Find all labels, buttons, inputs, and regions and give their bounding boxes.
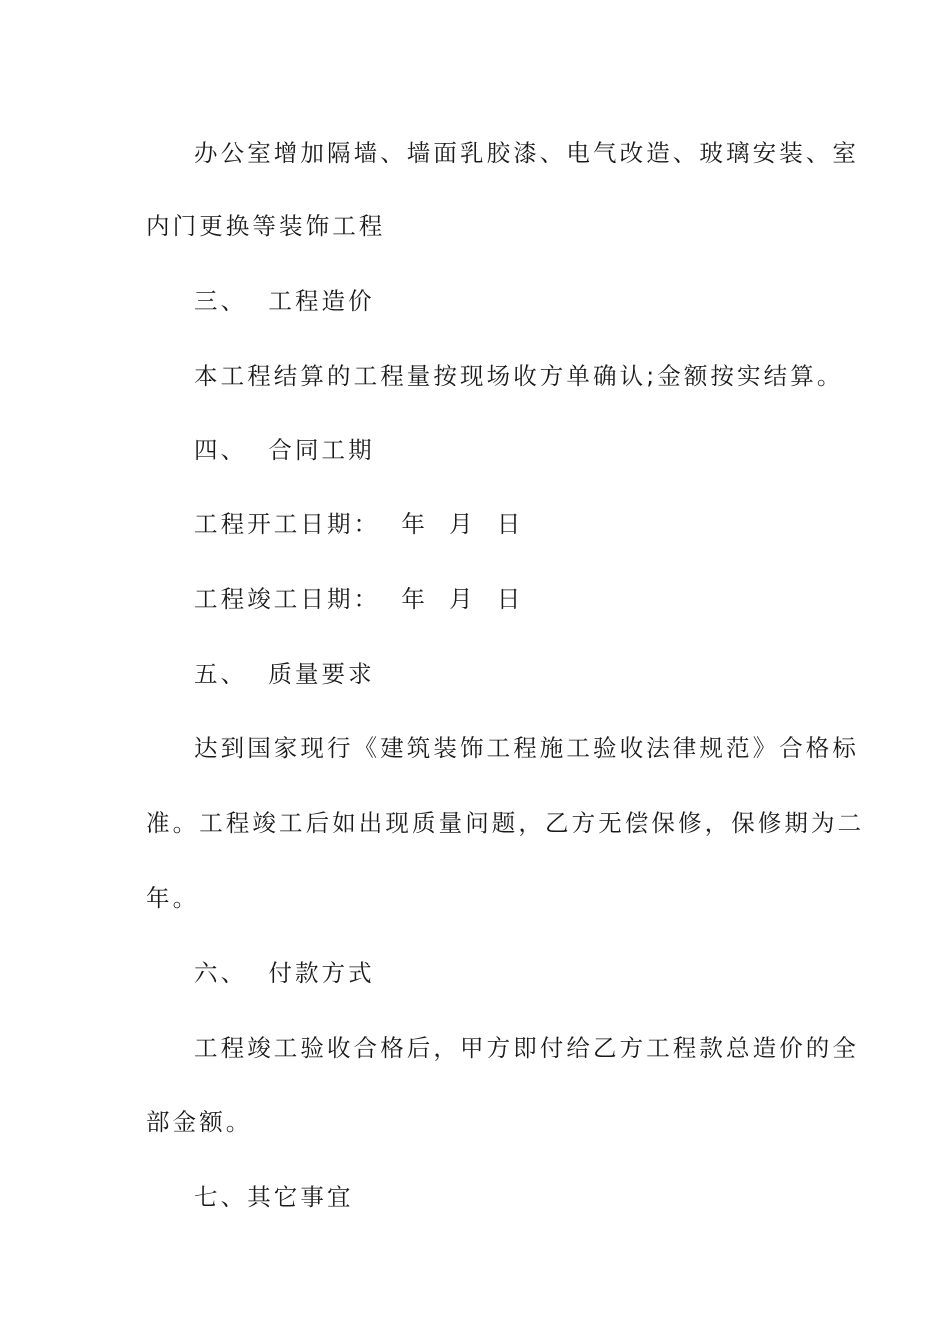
section-heading-quality: 五、 质量要求: [194, 660, 375, 688]
section-heading-other: 七、其它事宜: [194, 1183, 354, 1211]
paragraph-scope-line-2: 内门更换等装饰工程: [146, 212, 386, 240]
section-heading-cost: 三、 工程造价: [194, 287, 375, 315]
section-heading-payment: 六、 付款方式: [194, 959, 375, 987]
paragraph-cost: 本工程结算的工程量按现场收方单确认;金额按实结算。: [194, 362, 844, 390]
completion-date-line: 工程竣工日期： 年 月 日: [194, 585, 524, 613]
paragraph-payment-line-2: 部金额。: [146, 1108, 253, 1136]
section-heading-schedule: 四、 合同工期: [194, 436, 375, 464]
start-date-line: 工程开工日期： 年 月 日: [194, 510, 524, 538]
paragraph-payment-line-1: 工程竣工验收合格后，甲方即付给乙方工程款总造价的全: [194, 1034, 859, 1062]
paragraph-quality-line-1: 达到国家现行《建筑装饰工程施工验收法律规范》合格标: [194, 734, 859, 762]
paragraph-scope-line-1: 办公室增加隔墙、墙面乳胶漆、电气改造、玻璃安装、室: [194, 139, 859, 167]
paragraph-quality-line-2: 准。工程竣工后如出现质量问题，乙方无偿保修，保修期为二: [146, 809, 865, 837]
paragraph-quality-line-3: 年。: [146, 884, 200, 912]
